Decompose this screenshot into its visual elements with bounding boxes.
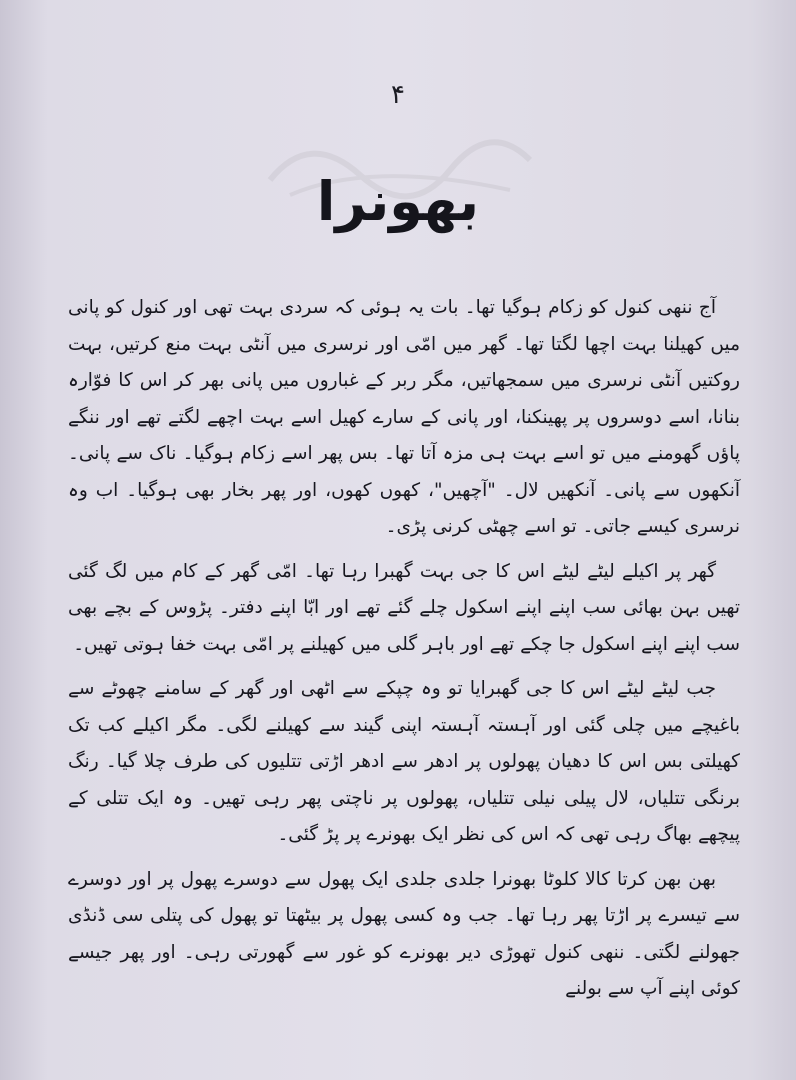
paragraph-4: بھن بھن کرتا کالا کلوٹا بھونرا جلدی جلدی ایک پھول سے دوسرے پھول پر اور دوسرے سے تیسرے پر اڑتا پھر رہا تھا۔ جب وہ کسی پھول پر بیٹھتا تو پھول کی پتلی سی ڈنڈی جھولنے لگتی۔ ننھی کنول تھوڑی دیر بھونرے کو غور سے گھورتی رہی۔ اور پھر جیسے کوئی اپنے آپ سے بولنے <box>68 868 740 999</box>
chapter-title: بھونرا <box>316 170 480 233</box>
story-body <box>68 290 740 1008</box>
page-number: ۴ <box>391 80 405 110</box>
paragraph-1: آج ننھی کنول کو زکام ہوگیا تھا۔ بات یہ ہوئی کہ سردی بہت تھی اور کنول کو پانی میں کھیلنا بہت اچھا لگتا تھا۔ گھر میں امّی اور نرسری میں آنٹی بہت منع کرتیں، بہت روکتیں آنٹی نرسری میں سمجھاتیں، مگر ربر کے غباروں میں پانی بھر کر اس کا فوّارہ بنانا، اسے دوسروں پر پھینکنا، اور پانی کے سارے کھیل اسے بہت اچھے لگتے تھے اور ننگے پاؤں گھومنے میں تو اسے بہت ہی مزہ آتا تھا۔ بس پھر اسے زکام ہوگیا۔ ناک سے پانی۔ آنکھوں سے پانی۔ آنکھیں لال۔ "آچھیں"، کھوں کھوں، اور پھر بخار بھی ہوگیا۔ اب وہ نرسری کیسے جاتی۔ تو اسے چھٹی کرنی پڑی۔ <box>68 297 740 537</box>
paragraph-2: گھر پر اکیلے لیٹے لیٹے اس کا جی بہت گھبرا رہا تھا۔ امّی گھر کے کام میں لگ گئی تھیں بہن بھائی سب اپنے اپنے اسکول چلے گئے تھے اور ابّا اپنے دفتر۔ پڑوس کے بچے بھی سب اپنے اپنے اسکول جا چکے تھے اور باہر گلی میں کھیلنے پر امّی بہت خفا ہوتی تھیں۔ <box>68 560 740 655</box>
paragraph-3: جب لیٹے لیٹے اس کا جی گھبرایا تو وہ چپکے سے اٹھی اور گھر کے سامنے چھوٹے سے باغیچے میں چلی گئی اور آہستہ آہستہ اپنی گیند سے کھیلنے لگی۔ مگر اکیلے کب تک کھیلتی بس اس کا دھیان پھولوں پر ادھر سے ادھر اڑتی تتلیوں کی طرف چلا گیا۔ رنگ برنگی تتلیاں، لال پیلی نیلی تتلیاں، پھولوں پر ناچتی پھر رہی تھیں۔ وہ ایک تتلی کے پیچھے بھاگ رہی تھی کہ اس کی نظر ایک بھونرے پر پڑ گئی۔ <box>68 678 740 845</box>
